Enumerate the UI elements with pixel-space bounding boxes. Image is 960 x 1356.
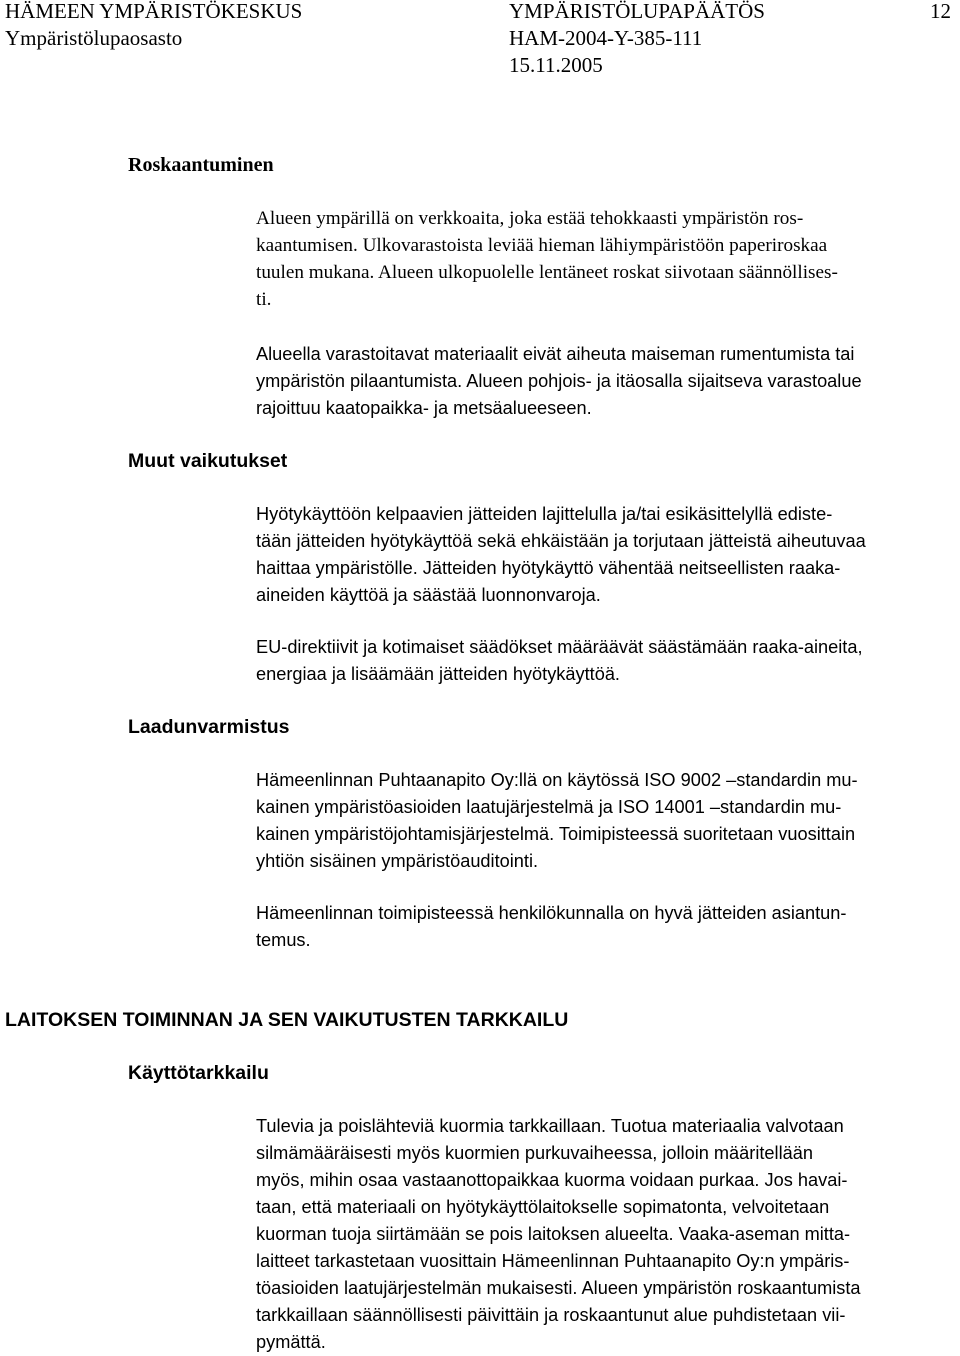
- main-section-heading: LAITOKSEN TOIMINNAN JA SEN VAIKUTUSTEN TARKKAILU: [5, 1009, 569, 1031]
- muut-vaikutukset-paragraph-2: [256, 634, 863, 688]
- text-line: ympäristön pilaantumista. Alueen pohjois- ja itäosalla sijaitseva varastoalue: [256, 371, 862, 391]
- text-line: Tulevia ja poislähteviä kuormia tarkkaillaan. Tuotua materiaalia valvotaan: [256, 1116, 844, 1136]
- text-line: kainen ympäristöasioiden laatujärjestelmä ja ISO 14001 –standardin mu-: [256, 797, 842, 817]
- text-line: töasioiden laatujärjestelmän mukaisesti. Alueen ympäristön roskaantumista: [256, 1278, 861, 1298]
- laadunvarmistus-paragraph-2: [256, 900, 846, 954]
- header-document-type: YMPÄRISTÖLUPAPÄÄTÖS: [509, 0, 765, 23]
- text-line: silmämääräisesti myös kuormien purkuvaiheessa, jolloin määritellään: [256, 1143, 813, 1163]
- muut-vaikutukset-paragraph-1: [256, 501, 866, 609]
- text-line: tuulen mukana. Alueen ulkopuolelle lentäneet roskat siivotaan säännöllises-: [256, 262, 838, 283]
- header-case-number: HAM-2004-Y-385-111: [509, 26, 703, 50]
- text-line: myös, mihin osaa vastaanottopaikkaa kuorma voidaan purkaa. Jos havai-: [256, 1170, 848, 1190]
- text-line: kaantumisen. Ulkovarastoista leviää hieman lähiympäristöön paperiroskaa: [256, 235, 828, 256]
- text-line: Hämeenlinnan toimipisteessä henkilökunnalla on hyvä jätteiden asiantun-: [256, 903, 847, 923]
- text-line: tään jätteiden hyötykäyttöä sekä ehkäistään ja torjutaan jätteistä aiheutuvaa: [256, 531, 866, 551]
- text-line: aineiden käyttöä ja säästää luonnonvaroja.: [256, 585, 601, 605]
- text-line: haittaa ympäristölle. Jätteiden hyötykäyttö vähentää neitseellisten raaka-: [256, 558, 841, 578]
- laadunvarmistus-paragraph-1: [256, 767, 858, 875]
- text-line: Hyötykäyttöön kelpaavien jätteiden lajittelulla ja/tai esikäsittelyllä ediste-: [256, 504, 833, 524]
- header-date: 15.11.2005: [509, 53, 603, 77]
- text-line: Alueella varastoitavat materiaalit eivät aiheuta maiseman rumentumista tai: [256, 344, 855, 364]
- text-line: kuorman tuoja siirtämään se pois laitoksen alueelta. Vaaka-aseman mitta-: [256, 1224, 851, 1244]
- text-line: pymättä.: [256, 1332, 326, 1352]
- header-department: Ympäristölupaosasto: [5, 26, 183, 50]
- roskaantuminen-paragraph-1: [256, 205, 838, 313]
- text-line: energiaa ja lisäämään jätteiden hyötykäyttöä.: [256, 664, 620, 684]
- text-line: Hämeenlinnan Puhtaanapito Oy:llä on käytössä ISO 9002 –standardin mu-: [256, 770, 858, 790]
- roskaantuminen-paragraph-2: [256, 341, 862, 422]
- text-line: EU-direktiivit ja kotimaiset säädökset määräävät säästämään raaka-aineita,: [256, 637, 863, 657]
- text-line: yhtiön sisäinen ympäristöauditointi.: [256, 851, 539, 871]
- kayttotarkkailu-paragraph-1: [256, 1113, 861, 1356]
- text-line: laitteet tarkastetaan vuosittain Hämeenlinnan Puhtaanapito Oy:n ympäris-: [256, 1251, 850, 1271]
- header-agency-name: HÄMEEN YMPÄRISTÖKESKUS: [5, 0, 303, 23]
- section-heading-laadunvarmistus: Laadunvarmistus: [128, 716, 290, 738]
- text-line: taan, että materiaali on hyötykäyttölaitokselle sopimatonta, velvoitetaan: [256, 1197, 830, 1217]
- text-line: tarkkaillaan säännöllisesti päivittäin ja roskaantunut alue puhdistetaan vii-: [256, 1305, 846, 1325]
- text-line: Alueen ympärillä on verkkoaita, joka estää tehokkaasti ympäristön ros-: [256, 208, 804, 229]
- text-line: kainen ympäristöjohtamisjärjestelmä. Toimipisteessä suoritetaan vuosittain: [256, 824, 856, 844]
- text-line: ti.: [256, 289, 272, 310]
- section-heading-roskaantuminen: Roskaantuminen: [128, 154, 274, 176]
- page-number: 12: [930, 0, 951, 23]
- section-heading-muut-vaikutukset: Muut vaikutukset: [128, 450, 288, 472]
- section-heading-kayttotarkkailu: Käyttötarkkailu: [128, 1062, 269, 1084]
- text-line: rajoittuu kaatopaikka- ja metsäalueeseen.: [256, 398, 592, 418]
- text-line: temus.: [256, 930, 311, 950]
